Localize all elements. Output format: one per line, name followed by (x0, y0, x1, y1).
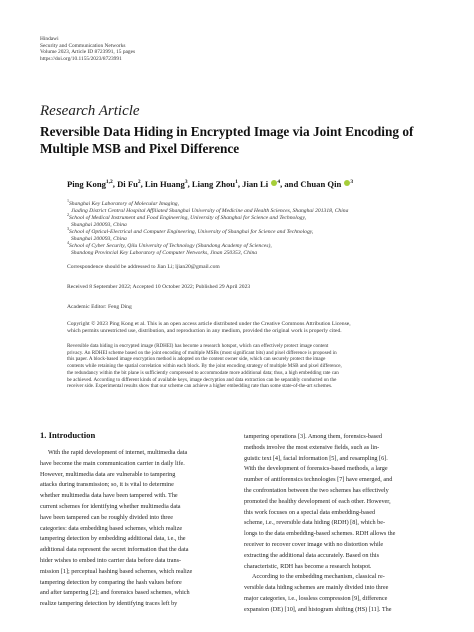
journal-volume: Volume 2023, Article ID 8723991, 15 pages (40, 49, 136, 56)
section-heading: 1. Introduction (40, 430, 96, 440)
paper-title-line: Reversible Data Hiding in Encrypted Image via Joint Encoding of (40, 124, 414, 139)
author-affil-ref: 3 (184, 179, 188, 186)
copyright-notice: Copyright © 2023 Ping Kong et al. This is an open access article distributed under the Creative Commons Attribution License, which permits unrestricted use, distribution, and reproduction in any medium, provided the original work is properly cited. (67, 321, 351, 334)
author-name: Di Fu (117, 179, 138, 189)
author-affil-ref: 4 (277, 179, 281, 186)
author-name: Ping Kong (67, 179, 106, 189)
body-column-right: tampering operations [3]. Among them, forensics-based methods involve the most extensive fields, such as lin- guistic text [4], facial information [5], and resampling [6]. With the development of forensics-based methods, a large number of antiforensics technologies [7] have emerged, and the confrontation between the two schemes has effectively promoted the healthy development of each other. However, this work focuses on a special data embedding-based scheme, i.e., reversible data hiding (RDH) [8], which be- longs to the data embedding-based schemes. RDH allows the receiver to recover cover image with no distortion while extracting the additional data accurately. Based on this characteristic, RDH has become a research hotspot. According to the embedding mechanism, classical re- versible data hiding schemes are mainly divided into three major categories, i.e., lossless compression [9], difference expansion (DE) [10], and histogram shifting (HS) [11]. The (244, 433, 396, 613)
journal-doi: https://doi.org/10.1155/2023/8723991 (40, 55, 122, 62)
affiliation: $^3$School of Optical-Electrical and Computer Engineering, University of Shanghai for Science and Technology, Shanghai 200093, China (67, 226, 314, 242)
affiliation: $^1$Shanghai Key Laboratory of Molecular Imaging, Jiading District Central Hospital Affiliated Shanghai University of Medicine and Health Sciences, Shanghai 201318, China (67, 198, 349, 214)
academic-editor: Academic Editor: Feng Ding (67, 304, 132, 310)
author-name: Jian Li (242, 179, 269, 189)
article-type: Research Article (40, 103, 140, 119)
author-affil-ref: 1 (235, 179, 238, 186)
correspondence: Correspondence should be addressed to Jian Li; ljian20@gmail.com (67, 264, 220, 270)
affiliation: $^2$School of Medical Instrument and Food Engineering, University of Shanghai for Science and Technology, Shanghai 200093, China (67, 212, 307, 228)
article-dates: Received 8 September 2022; Accepted 10 October 2022; Published 29 April 2023 (67, 284, 251, 290)
abstract: Reversible data hiding in encrypted image (RDHEI) has become a research hotspot, which can effectively protect image content privacy. An RDHEI scheme based on the joint encoding of multiple MSBs (most significant bits) and pixel difference is proposed in this paper. A block-based image encryption method is adopted on the content owner side, which can securely protect the image contents while retaining the spatial correlation within each block. By the joint encoding strategy of multiple MSB and pixel difference, the redundancy within the bit plane is sufficiently compressed to accommodate more additional data; thus, a high embedding rate can be achieved. According to different kinds of available keys, image decryption and data extraction can be separably conducted on the receiver side. Experimental results show that our scheme can achieve a higher embedding rate than some state-of-the-art schemes. (67, 343, 342, 390)
journal-name: Security and Communication Networks (40, 42, 126, 49)
author-name: Chuan Qin (300, 179, 342, 189)
affiliation: $^4$School of Cyber Security, Qilu University of Technology (Shandong Academy of Sciences), Shandong Provincial Key Laboratory of Computer Networks, Jinan 250353, China (67, 240, 272, 256)
author-list: Ping Kong$^{1,2}$, Di Fu$^2$, Lin Huang$^3$, Liang Zhou$^1$, Jian Li $^4$, and Chuan Qin $^3$ (67, 179, 354, 189)
author-affil-ref: 3 (350, 179, 354, 186)
body-column-left: With the rapid development of internet, multimedia data have become the main communication carrier in daily life. However, multimedia data are vulnerable to tampering attacks during transmission; so, it is vital to determine whether multimedia data have been tampered with. The current schemes for identifying whether multimedia data have been tampered can be roughly divided into three categories: data embedding based schemes, which realize tampering detection by embedding additional data, i.e., the additional data represent the secret information that the data hider wishes to embed into carrier data before data trans- mission [1]; perceptual hashing based schemes, which realize tampering detection by comparing the hash values before and after tampering [2]; and forensics based schemes, which realize tampering detection by identifying traces left by (40, 449, 193, 608)
paper-title (40, 124, 440, 157)
journal-publisher: Hindawi (40, 36, 59, 42)
paper-title-line: Multiple MSB and Pixel Difference (40, 140, 240, 156)
author-affil-ref: 1,2 (105, 179, 113, 186)
journal-header (40, 36, 135, 62)
author-affil-ref: 2 (137, 179, 141, 186)
author-name: Liang Zhou (191, 179, 236, 189)
author-name: Lin Huang (144, 179, 185, 189)
